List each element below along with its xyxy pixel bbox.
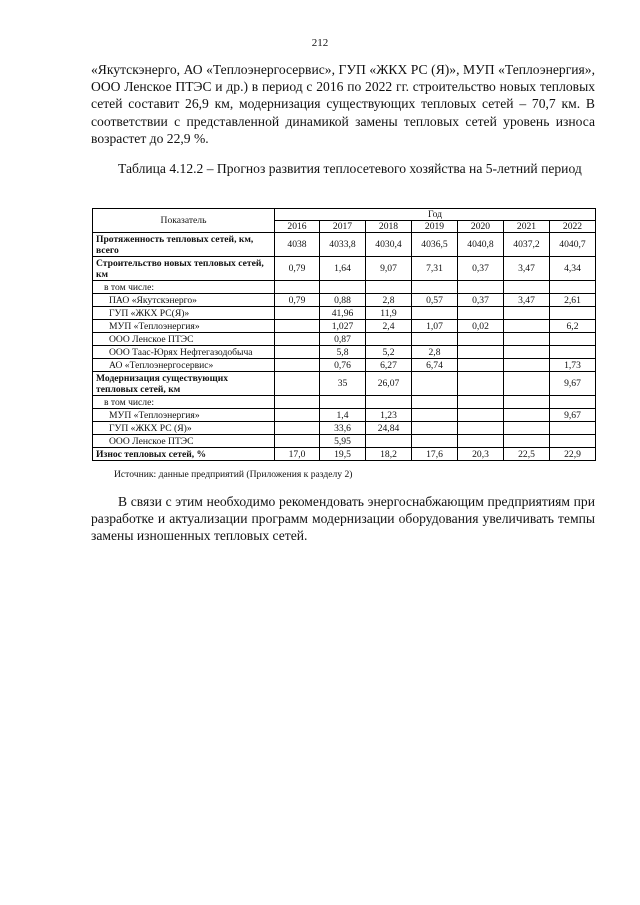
- value-cell: 1,23: [366, 409, 412, 422]
- value-cell: 0,37: [458, 294, 504, 307]
- row-label: МУП «Теплоэнергия»: [93, 409, 275, 422]
- value-cell: 19,5: [320, 448, 366, 461]
- value-cell: 2,61: [550, 294, 596, 307]
- value-cell: [275, 346, 320, 359]
- table-row: [93, 320, 596, 333]
- table-row: [93, 435, 596, 448]
- row-label: Износ тепловых сетей, %: [93, 448, 275, 461]
- value-cell: 24,84: [366, 422, 412, 435]
- value-cell: 6,74: [412, 359, 458, 372]
- paragraph-intro: «Якутскэнерго, АО «Теплоэнергосервис», ГУП «ЖКХ РС (Я)», МУП «Теплоэнергия», ООО Ленское ПТЭС и др.) в период с 2016 по 2022 гг. строительство новых тепловых сетей составит 26,9 км, модернизация существующих тепловых сетей – 70,7 км. В соответствии с представленной динамикой замены тепловых сетей уровень износа возрастет до 22,9 %.: [91, 62, 595, 146]
- row-label: Строительство новых тепловых сетей, км: [93, 257, 275, 281]
- value-cell: 5,95: [320, 435, 366, 448]
- row-label: Модернизация существующих тепловых сетей, км: [93, 372, 275, 396]
- table-row: [93, 448, 596, 461]
- table-row: [93, 359, 596, 372]
- value-cell: [275, 333, 320, 346]
- value-cell: 0,02: [458, 320, 504, 333]
- header-year-cell: 2016: [275, 221, 320, 233]
- value-cell: [320, 281, 366, 294]
- value-cell: [275, 307, 320, 320]
- value-cell: [550, 435, 596, 448]
- row-label: ООО Ленское ПТЭС: [93, 435, 275, 448]
- value-cell: [412, 396, 458, 409]
- value-cell: [458, 333, 504, 346]
- value-cell: [275, 409, 320, 422]
- value-cell: 5,8: [320, 346, 366, 359]
- value-cell: [412, 333, 458, 346]
- value-cell: 7,31: [412, 257, 458, 281]
- value-cell: 35: [320, 372, 366, 396]
- value-cell: [458, 359, 504, 372]
- header-year-cell: 2022: [550, 221, 596, 233]
- row-label: Протяженность тепловых сетей, км, всего: [93, 233, 275, 257]
- table-row: [93, 346, 596, 359]
- value-cell: [504, 333, 550, 346]
- value-cell: 0,76: [320, 359, 366, 372]
- value-cell: 22,9: [550, 448, 596, 461]
- value-cell: 4037,2: [504, 233, 550, 257]
- value-cell: [366, 281, 412, 294]
- value-cell: 1,07: [412, 320, 458, 333]
- value-cell: 3,47: [504, 257, 550, 281]
- value-cell: 1,027: [320, 320, 366, 333]
- value-cell: [458, 409, 504, 422]
- value-cell: 0,87: [320, 333, 366, 346]
- value-cell: [458, 372, 504, 396]
- page-number: 212: [311, 37, 329, 49]
- value-cell: 2,4: [366, 320, 412, 333]
- value-cell: 9,67: [550, 409, 596, 422]
- value-cell: 17,6: [412, 448, 458, 461]
- value-cell: 18,2: [366, 448, 412, 461]
- value-cell: 0,37: [458, 257, 504, 281]
- value-cell: [504, 409, 550, 422]
- value-cell: [275, 359, 320, 372]
- table-row: [93, 257, 596, 281]
- forecast-table: [92, 208, 596, 461]
- value-cell: 1,64: [320, 257, 366, 281]
- row-label: ООО Ленское ПТЭС: [93, 333, 275, 346]
- header-year: Год: [275, 209, 596, 221]
- paragraph-conclusion-text: В связи с этим необходимо рекомендовать энергоснабжающим предприятиям при разработке и актуализации программ модернизации оборудования увеличивать темпы замены изношенных тепловых сетей.: [91, 494, 595, 544]
- value-cell: [458, 422, 504, 435]
- value-cell: 0,88: [320, 294, 366, 307]
- table-row: [93, 281, 596, 294]
- value-cell: [550, 346, 596, 359]
- table-row: [93, 233, 596, 257]
- value-cell: [504, 372, 550, 396]
- value-cell: 4,34: [550, 257, 596, 281]
- table-row: [93, 333, 596, 346]
- value-cell: [366, 333, 412, 346]
- paragraph-conclusion: [91, 493, 595, 545]
- value-cell: 6,2: [550, 320, 596, 333]
- value-cell: 4040,7: [550, 233, 596, 257]
- value-cell: [550, 307, 596, 320]
- row-label: в том числе:: [93, 396, 275, 409]
- value-cell: [275, 281, 320, 294]
- row-label: МУП «Теплоэнергия»: [93, 320, 275, 333]
- value-cell: 0,57: [412, 294, 458, 307]
- value-cell: [412, 372, 458, 396]
- table-caption: [91, 160, 595, 177]
- value-cell: 22,5: [504, 448, 550, 461]
- table-row: [93, 409, 596, 422]
- table-row: [93, 422, 596, 435]
- value-cell: 0,79: [275, 257, 320, 281]
- value-cell: [550, 281, 596, 294]
- value-cell: 4030,4: [366, 233, 412, 257]
- header-year-cell: 2019: [412, 221, 458, 233]
- value-cell: [275, 372, 320, 396]
- value-cell: [366, 435, 412, 448]
- table-row: [93, 294, 596, 307]
- value-cell: [412, 281, 458, 294]
- value-cell: [504, 346, 550, 359]
- value-cell: 1,73: [550, 359, 596, 372]
- source-note: Источник: данные предприятий (Приложения к разделу 2): [114, 469, 353, 480]
- value-cell: [550, 396, 596, 409]
- header-year-cell: 2020: [458, 221, 504, 233]
- value-cell: [412, 435, 458, 448]
- value-cell: [504, 396, 550, 409]
- header-year-cell: 2021: [504, 221, 550, 233]
- value-cell: 2,8: [412, 346, 458, 359]
- value-cell: 1,4: [320, 409, 366, 422]
- value-cell: [504, 359, 550, 372]
- value-cell: [504, 435, 550, 448]
- value-cell: 33,6: [320, 422, 366, 435]
- table-caption-text: Таблица 4.12.2 – Прогноз развития теплосетевого хозяйства на 5-летний период: [118, 161, 582, 176]
- value-cell: 26,07: [366, 372, 412, 396]
- header-year-cell: 2017: [320, 221, 366, 233]
- value-cell: 17,0: [275, 448, 320, 461]
- value-cell: 4040,8: [458, 233, 504, 257]
- value-cell: 11,9: [366, 307, 412, 320]
- value-cell: [366, 396, 412, 409]
- value-cell: 4036,5: [412, 233, 458, 257]
- value-cell: [550, 333, 596, 346]
- value-cell: [458, 346, 504, 359]
- row-label: ГУП «ЖКХ РС (Я)»: [93, 422, 275, 435]
- row-label: в том числе:: [93, 281, 275, 294]
- header-year-cell: 2018: [366, 221, 412, 233]
- value-cell: [458, 396, 504, 409]
- value-cell: 41,96: [320, 307, 366, 320]
- table-row: [93, 307, 596, 320]
- value-cell: 4033,8: [320, 233, 366, 257]
- value-cell: 5,2: [366, 346, 412, 359]
- value-cell: [458, 307, 504, 320]
- value-cell: [320, 396, 366, 409]
- value-cell: [504, 307, 550, 320]
- value-cell: [275, 435, 320, 448]
- value-cell: [458, 281, 504, 294]
- value-cell: [412, 409, 458, 422]
- value-cell: [275, 422, 320, 435]
- value-cell: [412, 307, 458, 320]
- table-row: [93, 372, 596, 396]
- value-cell: 20,3: [458, 448, 504, 461]
- row-label: ГУП «ЖКХ РС(Я)»: [93, 307, 275, 320]
- row-label: ООО Таас-Юрях Нефтегазодобыча: [93, 346, 275, 359]
- value-cell: [275, 320, 320, 333]
- value-cell: [550, 422, 596, 435]
- value-cell: 9,67: [550, 372, 596, 396]
- value-cell: 2,8: [366, 294, 412, 307]
- value-cell: 6,27: [366, 359, 412, 372]
- value-cell: [504, 281, 550, 294]
- row-label: АО «Теплоэнергосервис»: [93, 359, 275, 372]
- value-cell: [412, 422, 458, 435]
- value-cell: 3,47: [504, 294, 550, 307]
- value-cell: 0,79: [275, 294, 320, 307]
- value-cell: [504, 422, 550, 435]
- value-cell: [275, 396, 320, 409]
- value-cell: [504, 320, 550, 333]
- value-cell: 4038: [275, 233, 320, 257]
- table-row: [93, 396, 596, 409]
- header-indicator: Показатель: [93, 209, 275, 233]
- row-label: ПАО «Якутскэнерго»: [93, 294, 275, 307]
- value-cell: [458, 435, 504, 448]
- value-cell: 9,07: [366, 257, 412, 281]
